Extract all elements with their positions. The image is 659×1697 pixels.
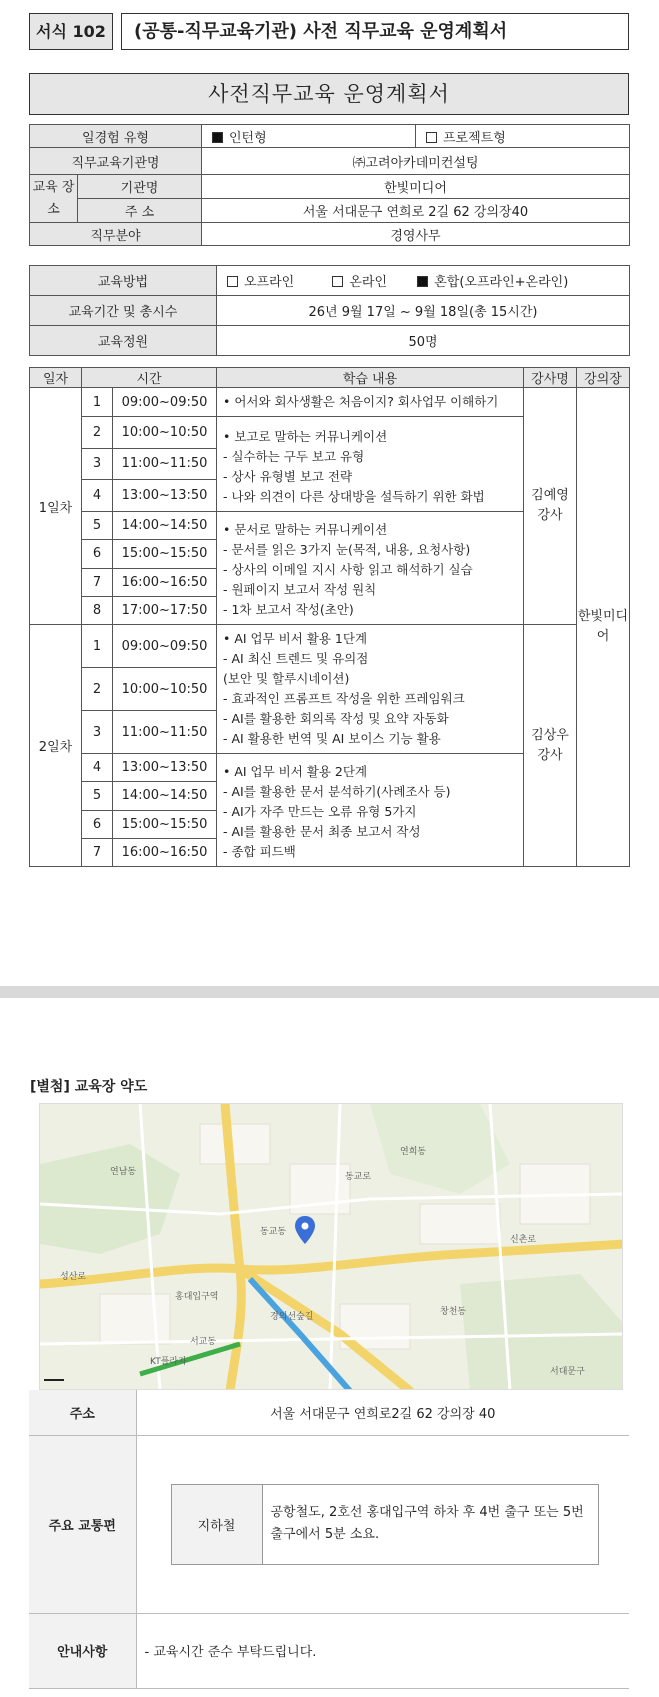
slot-time: 14:00~14:50 <box>113 512 217 540</box>
slot-number: 5 <box>82 782 113 810</box>
field-value: 경영사무 <box>202 223 630 246</box>
slot-number: 2 <box>82 668 113 711</box>
map-label: 서교동 <box>190 1337 217 1347</box>
slot-time: 11:00~11:50 <box>113 711 217 754</box>
content-block-d <box>217 625 524 754</box>
method-options <box>217 266 630 296</box>
unchecked-box-icon <box>227 276 238 287</box>
slot-time: 17:00~17:50 <box>113 596 217 624</box>
content-line: - AI를 활용한 문서 분석하기(사례조사 등) <box>223 784 451 799</box>
slot-number: 3 <box>82 711 113 754</box>
method-option-online[interactable] <box>332 275 387 290</box>
slot-number: 8 <box>82 596 113 624</box>
content-block-a <box>217 388 524 417</box>
slot-time: 10:00~10:50 <box>113 417 217 449</box>
map-label: 성산로 <box>60 1272 87 1282</box>
map-label: 동교동 <box>260 1227 287 1237</box>
address-value: 서울 서대문구 연희로2길 62 강의장 40 <box>136 1390 629 1435</box>
content-line: - AI 활용한 번역 및 AI 보이스 기능 활용 <box>223 731 441 746</box>
slot-time: 16:00~16:50 <box>113 838 217 866</box>
room-name: 한빛미디어 <box>577 388 630 867</box>
map-label: 동교로 <box>345 1172 372 1182</box>
checked-box-icon <box>212 132 223 143</box>
location-info-table <box>29 1390 629 1689</box>
content-line: - AI 최신 트렌드 및 유의점 <box>223 651 369 666</box>
unchecked-box-icon <box>332 276 343 287</box>
form-title: (공통-직무교육기관) 사전 직무교육 운영계획서 <box>121 13 629 50</box>
form-code: 서식 102 <box>29 13 113 50</box>
notice-text: - 교육시간 준수 부탁드립니다. <box>136 1613 629 1688</box>
header-content: 학습 내용 <box>217 368 524 388</box>
day1-label: 1일차 <box>30 388 82 625</box>
transport-text: 공항철도, 2호선 홍대입구역 하차 후 4번 출구 또는 5번 출구에서 5분 소요. <box>262 1484 598 1564</box>
slot-time: 11:00~11:50 <box>113 448 217 480</box>
map-label: 연남동 <box>110 1167 137 1177</box>
capacity-value: 50명 <box>217 326 630 356</box>
content-line: - AI가 자주 만드는 오류 유형 5가지 <box>223 804 417 819</box>
slot-number: 7 <box>82 838 113 866</box>
map-label: 신촌로 <box>510 1235 537 1245</box>
header-instructor: 강사명 <box>524 368 577 388</box>
unchecked-box-icon <box>426 132 437 143</box>
transport-cell <box>136 1435 629 1613</box>
map-graphic <box>40 1104 623 1390</box>
slot-time: 10:00~10:50 <box>113 668 217 711</box>
method-table <box>29 265 630 356</box>
type-option-project[interactable] <box>416 125 630 148</box>
slot-number: 5 <box>82 512 113 540</box>
slot-number: 4 <box>82 754 113 782</box>
map-label: 경의선숲길 <box>270 1312 314 1322</box>
method-label: 교육방법 <box>30 266 217 296</box>
notice-label: 안내사항 <box>29 1613 136 1688</box>
content-line: - 실수하는 구두 보고 유형 <box>223 449 365 464</box>
address-label: 주소 <box>29 1390 136 1435</box>
header-day: 일자 <box>30 368 82 388</box>
type-label: 일경험 유형 <box>30 125 202 148</box>
content-line: • 어서와 회사생활은 처음이지? 회사업무 이해하기 <box>223 394 499 409</box>
content-line: (보안 및 할루시네이션) <box>223 671 350 686</box>
content-line: • AI 업무 비서 활용 2단계 <box>223 764 368 779</box>
method-option-blended[interactable] <box>417 275 568 290</box>
content-block-c <box>217 512 524 625</box>
map-label: 서대문구 <box>550 1367 585 1377</box>
map-label: 창천동 <box>440 1307 467 1317</box>
slot-time: 09:00~09:50 <box>113 388 217 417</box>
content-line: - 상사 유형별 보고 전략 <box>223 469 353 484</box>
map-label: 홍대입구역 <box>175 1292 219 1302</box>
info-table <box>29 124 630 246</box>
address-value: 서울 서대문구 연희로 2길 62 강의장40 <box>202 199 630 223</box>
annex-title: [별첨] 교육장 약도 <box>30 1079 148 1095</box>
method-option-online-label: 온라인 <box>349 275 388 290</box>
period-label: 교육기간 및 총시수 <box>30 296 217 326</box>
method-option-blended-label: 혼합(오프라인+온라인) <box>434 275 569 290</box>
slot-number: 6 <box>82 540 113 568</box>
period-value: 26년 9월 17일 ~ 9월 18일(총 15시간) <box>217 296 630 326</box>
instructor-1: 김예영 강사 <box>524 388 577 625</box>
content-line: - 나와 의견이 다른 상대방을 설득하기 위한 화법 <box>223 489 485 504</box>
content-line: - AI를 활용한 문서 최종 보고서 작성 <box>223 824 421 839</box>
slot-number: 1 <box>82 625 113 668</box>
content-line: - 원페이지 보고서 작성 원칙 <box>223 582 377 597</box>
slot-number: 1 <box>82 388 113 417</box>
content-block-e <box>217 754 524 867</box>
type-option-project-label: 프로젝트형 <box>443 130 506 146</box>
content-line: - AI를 활용한 회의록 작성 및 요약 자동화 <box>223 711 449 726</box>
content-block-b <box>217 417 524 512</box>
slot-time: 15:00~15:50 <box>113 810 217 838</box>
institution-value: ㈜고려아카데미컨설팅 <box>202 148 630 175</box>
header-room: 강의장 <box>577 368 630 388</box>
map-label: 연희동 <box>400 1147 427 1157</box>
type-option-intern[interactable] <box>202 125 416 148</box>
slot-number: 6 <box>82 810 113 838</box>
content-line: - 종합 피드백 <box>223 844 296 859</box>
content-line: - 문서를 읽은 3가지 눈(목적, 내용, 요청사항) <box>223 542 471 557</box>
field-label: 직무분야 <box>30 223 202 246</box>
slot-time: 09:00~09:50 <box>113 625 217 668</box>
header-time: 시간 <box>82 368 217 388</box>
slot-number: 3 <box>82 448 113 480</box>
type-option-intern-label: 인턴형 <box>229 130 267 146</box>
day2-label: 2일차 <box>30 625 82 867</box>
slot-time: 13:00~13:50 <box>113 480 217 512</box>
content-line: • 문서로 말하는 커뮤니케이션 <box>223 522 388 537</box>
institution-label: 직무교육기관명 <box>30 148 202 175</box>
place-label: 교육 장소 <box>30 175 78 223</box>
slot-time: 15:00~15:50 <box>113 540 217 568</box>
schedule-table <box>29 367 630 867</box>
org-value: 한빛미디어 <box>202 175 630 199</box>
slot-number: 7 <box>82 568 113 596</box>
org-label: 기관명 <box>78 175 202 199</box>
map-label: KT플라자 <box>150 1357 187 1367</box>
method-option-offline[interactable] <box>227 275 294 290</box>
transport-subtable <box>171 1484 599 1565</box>
content-line: - 상사의 이메일 지시 사항 읽고 해석하기 실습 <box>223 562 473 577</box>
slot-number: 4 <box>82 480 113 512</box>
slot-time: 13:00~13:50 <box>113 754 217 782</box>
transport-mode: 지하철 <box>171 1484 262 1564</box>
content-line: - 1차 보고서 작성(초안) <box>223 602 354 617</box>
content-line: - 효과적인 프롬프트 작성을 위한 프레임워크 <box>223 691 465 706</box>
checked-box-icon <box>417 276 428 287</box>
document-title: 사전직무교육 운영계획서 <box>29 73 629 115</box>
slot-time: 16:00~16:50 <box>113 568 217 596</box>
slot-time: 14:00~14:50 <box>113 782 217 810</box>
instructor-2: 김상우 강사 <box>524 625 577 867</box>
slot-number: 2 <box>82 417 113 449</box>
content-line: • AI 업무 비서 활용 1단계 <box>223 631 368 646</box>
capacity-label: 교육정원 <box>30 326 217 356</box>
method-option-offline-label: 오프라인 <box>244 275 295 290</box>
transport-label: 주요 교통편 <box>29 1435 136 1613</box>
page-separator <box>0 986 659 998</box>
address-label: 주 소 <box>78 199 202 223</box>
location-map[interactable] <box>39 1103 623 1390</box>
content-line: • 보고로 말하는 커뮤니케이션 <box>223 429 388 444</box>
